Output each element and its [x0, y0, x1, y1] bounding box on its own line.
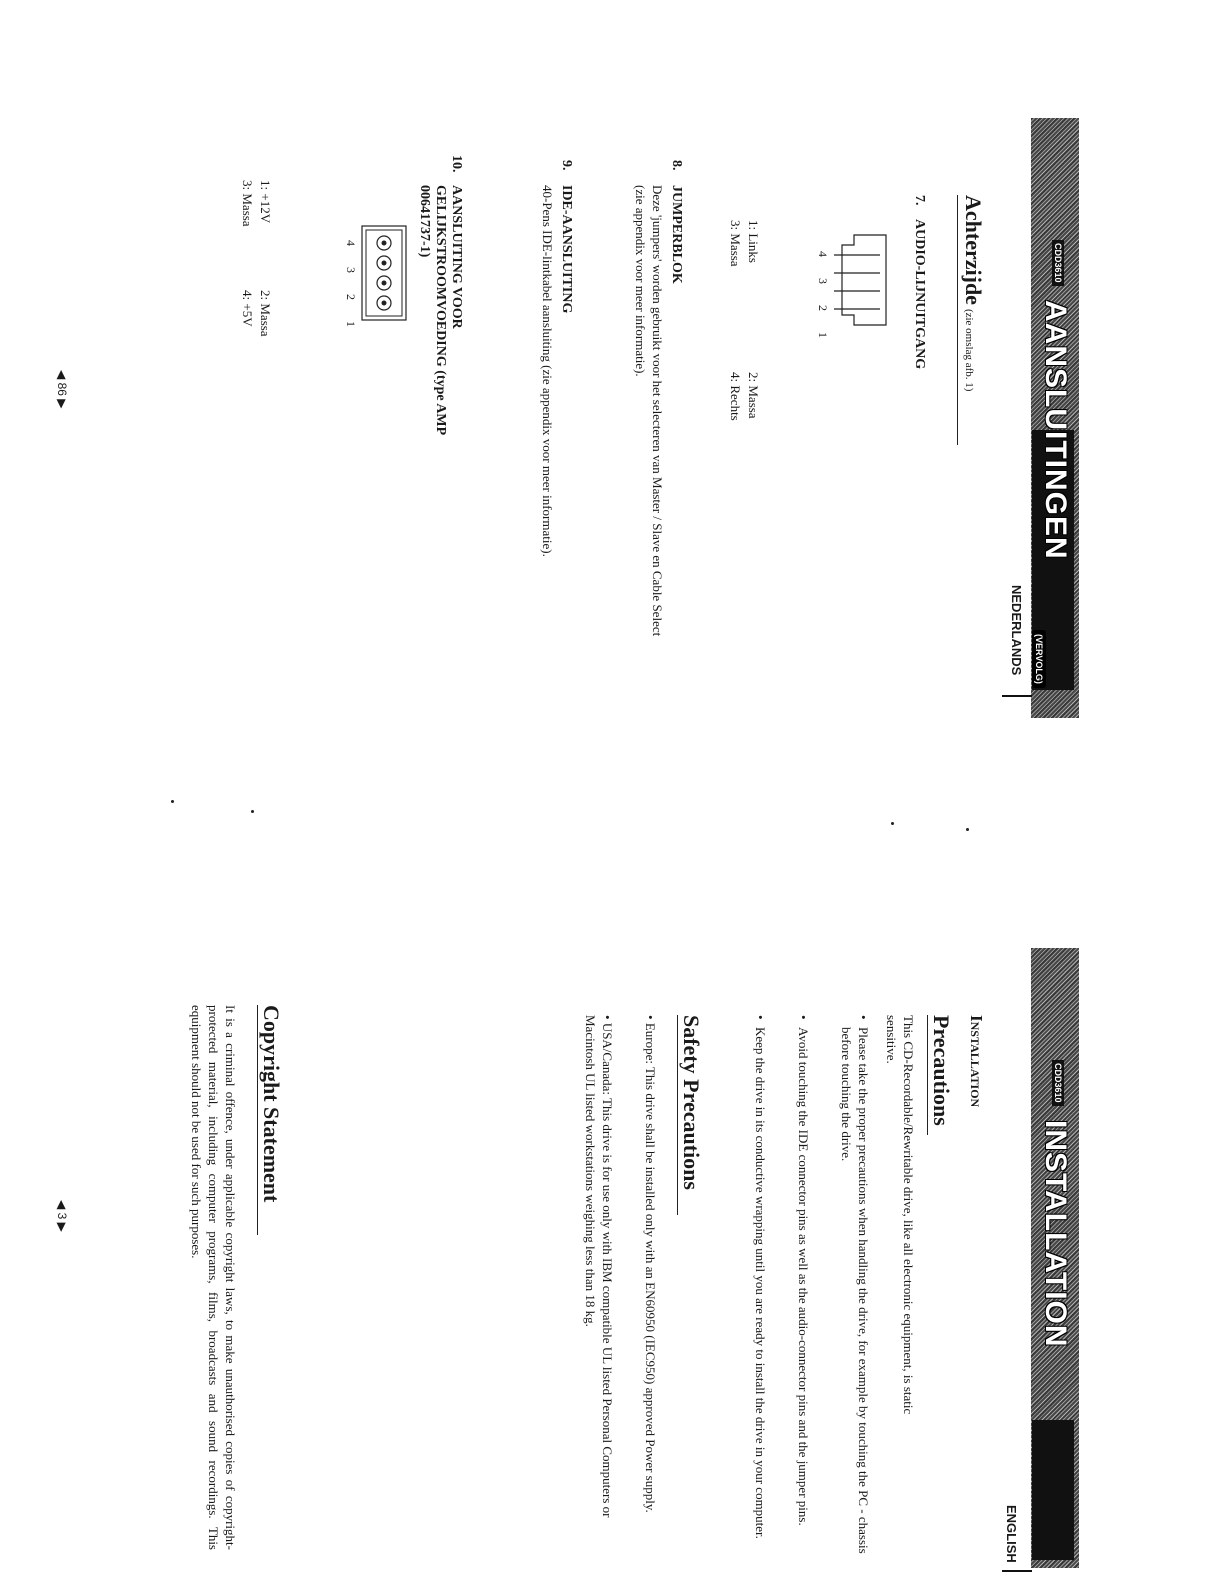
copyright-text: It is a criminal offence, under applicable copyright laws, to make unauthorised copies of copyright-protected material, including computer programs, films, broadcasts and sound recordings. This equipment should not be used for such purposes. — [189, 1005, 238, 1550]
right-language-rule — [1002, 1570, 1032, 1572]
power-pin-numbers: 4 3 2 1 — [344, 240, 358, 336]
left-language-rule — [1002, 695, 1032, 697]
page-arrow-left-icon: ◀ — [55, 1200, 69, 1210]
safety-title: Safety Precautions — [679, 1015, 704, 1190]
safety-item-europe — [642, 1015, 659, 1575]
left-section-note: (zie omslag afb. 1) — [963, 308, 975, 392]
right-language-label: ENGLISH — [1004, 1505, 1019, 1563]
copyright-title: Copyright Statement — [259, 1005, 284, 1203]
bullet-icon: • — [753, 1015, 768, 1020]
margin-dot — [251, 810, 254, 813]
bullet-icon: • — [643, 1015, 658, 1020]
precautions-intro: This CD-Recordable/Rewritable drive, like all electronic equipment, is static sensitive. — [884, 1015, 916, 1415]
item-10-number: 10. — [449, 155, 464, 173]
item-9-title: IDE-AANSLUITING — [559, 185, 574, 314]
safety-header — [677, 1015, 704, 1215]
left-page-number: ◀ 86 ▶ — [55, 370, 69, 409]
margin-dot — [171, 800, 174, 803]
audio-pin-2: 2: Massa — [746, 372, 761, 419]
item-8-number: 8. — [669, 160, 684, 171]
copyright-header — [257, 1005, 284, 1235]
power-pin-1: 1: +12V — [258, 180, 273, 224]
installation-heading: Installation — [967, 1015, 986, 1108]
power-pin-3: 3: Massa — [240, 180, 255, 227]
safety-usa-label: USA/Canada: — [600, 1022, 615, 1096]
margin-dot — [966, 828, 969, 831]
page-arrow-left-icon: ◀ — [55, 370, 69, 380]
right-page-number: ◀ 3 ▶ — [55, 1200, 69, 1232]
bullet-icon: • — [600, 1015, 615, 1020]
audio-pin-4: 4: Rechts — [728, 372, 743, 421]
left-language-label: NEDERLANDS — [1009, 585, 1024, 676]
item-10-title: AANSLUITING VOOR GELIJKSTROOMVOEDING (type AMP 00641737-1) — [417, 185, 464, 435]
item-7-number: 7. — [912, 195, 927, 206]
power-pin-4: 4: +5V — [240, 290, 255, 327]
right-logo: CDD3610 — [1052, 1060, 1064, 1106]
audio-pin-1: 1: Links — [746, 220, 761, 263]
page-arrow-right-icon: ▶ — [55, 1222, 69, 1232]
precautions-bullet-2: • Avoid touching the IDE connector pins as well as the audio-connector pins and the jumper pins. — [796, 1015, 811, 1526]
safety-usa-text: This drive is for use only with IBM compatible UL listed Personal Computers or Macintosh UL listed workstations weighing less than 18 kg. — [583, 1015, 615, 1518]
audio-pin-3: 3: Massa — [728, 220, 743, 267]
left-section-title: Achterzijde — [961, 195, 986, 305]
precautions-header — [927, 1015, 954, 1135]
item-9-number: 9. — [559, 160, 574, 171]
safety-item-usa — [582, 1015, 616, 1575]
page-arrow-right-icon: ▶ — [55, 399, 69, 409]
power-pin-2: 2: Massa — [258, 290, 273, 337]
item-8-title: JUMPERBLOK — [669, 185, 684, 284]
left-banner-title: AANSLUITINGEN — [1039, 300, 1072, 560]
audio-connector-diagram — [824, 225, 894, 335]
bullet-icon: • — [856, 1015, 871, 1020]
left-logo: CDD3610 — [1052, 240, 1064, 286]
right-banner-title: INSTALLATION — [1039, 1120, 1072, 1348]
safety-europe-label: Europe: — [643, 1022, 658, 1064]
audio-pin-numbers: 4 3 2 1 — [816, 251, 830, 347]
right-banner-dark — [1032, 1420, 1074, 1560]
precautions-bullet-3: • Keep the drive in its conductive wrapping until you are ready to install the drive in your computer. — [753, 1015, 768, 1539]
left-banner-tab: (VERVOLG) — [1032, 630, 1046, 688]
margin-dot — [891, 822, 894, 825]
precautions-title: Precautions — [929, 1015, 954, 1126]
power-connector-diagram — [352, 218, 412, 328]
bullet-icon: • — [796, 1015, 811, 1020]
safety-europe-text: This drive shall be installed only with an EN60950 (IEC950) approved Power supply. — [643, 1066, 658, 1513]
left-section-header — [957, 195, 986, 445]
precautions-bullet-1: • Please take the proper precautions when handling the drive, for example by touching the PC - chassis before touching the drive. — [839, 1015, 871, 1554]
item-8-body: Deze 'jumpers' worden gebruikt voor het selecteren van Master / Slave en Cable Select (zie appendix voor meer informatie). — [633, 185, 665, 637]
item-9-body: 40-Pens IDE-lintkabel aansluiting (zie appendix voor meer informatie). — [540, 185, 555, 557]
item-7-title: AUDIO-LIJNUITGANG — [912, 219, 927, 370]
